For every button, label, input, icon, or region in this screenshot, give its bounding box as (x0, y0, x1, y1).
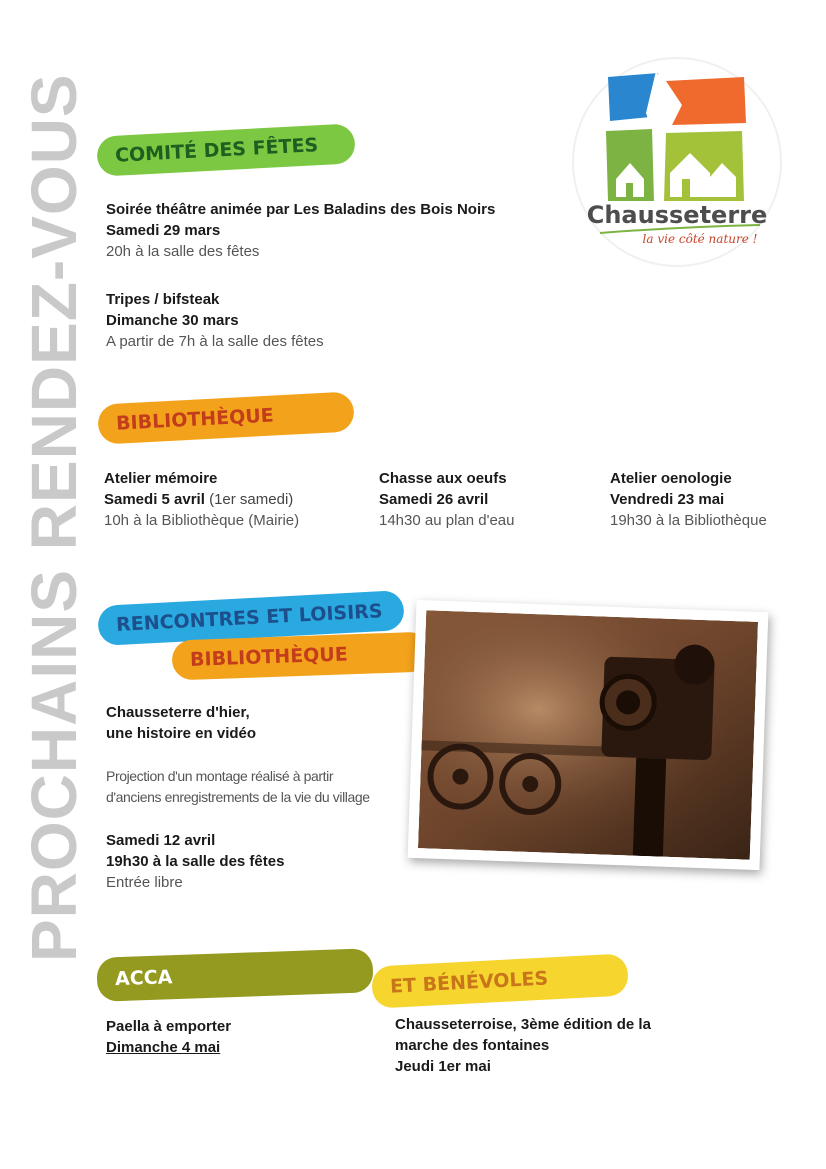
event-date: Samedi 12 avril (106, 832, 216, 849)
event-title: Soirée théâtre animée par Les Baladins des Bois Noirs (106, 201, 496, 218)
event-detail: A partir de 7h à la salle des fêtes (106, 333, 324, 350)
event-detail: 10h à la Bibliothèque (Mairie) (104, 512, 300, 529)
event-desc-line1: Projection d'un montage réalisé à partir (106, 768, 334, 784)
logo-graphic (570, 55, 785, 270)
tag-bibliotheque-2 (171, 632, 430, 681)
event-chausseterre-hier (106, 702, 370, 893)
vintage-camera-photo (418, 610, 758, 859)
event-atelier-oenologie (610, 468, 767, 531)
tag-bibliotheque (97, 391, 355, 444)
event-date: Dimanche 30 mars (106, 312, 239, 329)
event-marche-fontaines (395, 1014, 651, 1077)
tag-benevoles-label: ET BÉNÉVOLES (389, 967, 549, 998)
event-paella (106, 1016, 231, 1058)
tag-benevoles (371, 953, 629, 1008)
event-detail: 14h30 au plan d'eau (379, 512, 515, 529)
event-date-text: Samedi 5 avril (104, 491, 205, 508)
event-title-line2: marche des fontaines (395, 1037, 550, 1054)
logo-name: Chausseterre (586, 201, 768, 229)
event-date: Samedi 29 mars (106, 222, 221, 239)
event-title: Tripes / bifsteak (106, 291, 220, 308)
tag-comite-des-fetes (96, 123, 356, 176)
event-title: Chasse aux oeufs (379, 470, 507, 487)
event-title-line1: Chausseterroise, 3ème édition de la (395, 1016, 651, 1033)
event-title-line2: une histoire en vidéo (106, 725, 257, 742)
event-date (104, 489, 299, 510)
tag-bibliotheque-label: BIBLIOTHÈQUE (115, 404, 275, 435)
event-title: Atelier mémoire (104, 470, 218, 487)
event-time-place: 19h30 à la salle des fêtes (106, 853, 285, 870)
event-date: Vendredi 23 mai (610, 491, 725, 508)
event-title-line1: Chausseterre d'hier, (106, 704, 250, 721)
event-desc-line2: d'anciens enregistrements de la vie du village (106, 789, 370, 805)
event-date: Samedi 26 avril (379, 491, 489, 508)
logo (570, 55, 785, 270)
event-date: Dimanche 4 mai (106, 1039, 221, 1056)
event-chasse-aux-oeufs (379, 468, 515, 531)
event-detail: 20h à la salle des fêtes (106, 243, 260, 260)
event-title: Atelier oenologie (610, 470, 732, 487)
event-detail: 19h30 à la Bibliothèque (610, 512, 767, 529)
tag-rencontres-label: RENCONTRES ET LOISIRS (115, 600, 384, 637)
tag-acca-label: ACCA (114, 966, 173, 991)
tag-comite-label: COMITÉ DES FÊTES (114, 134, 319, 167)
event-tripes (106, 289, 324, 352)
event-date: Jeudi 1er mai (395, 1058, 491, 1075)
logo-tagline: la vie côté nature ! (642, 232, 758, 246)
event-entry: Entrée libre (106, 874, 183, 891)
event-date-note: (1er samedi) (209, 491, 294, 508)
vertical-page-title: PROCHAINS RENDEZ-VOUS (18, 73, 90, 962)
event-atelier-memoire (104, 468, 299, 531)
tag-bibliotheque-2-label: BIBLIOTHÈQUE (189, 643, 349, 671)
event-title: Paella à emporter (106, 1018, 232, 1035)
tag-acca (96, 948, 373, 1002)
photo-frame (408, 600, 769, 870)
event-soiree-theatre (106, 199, 495, 262)
